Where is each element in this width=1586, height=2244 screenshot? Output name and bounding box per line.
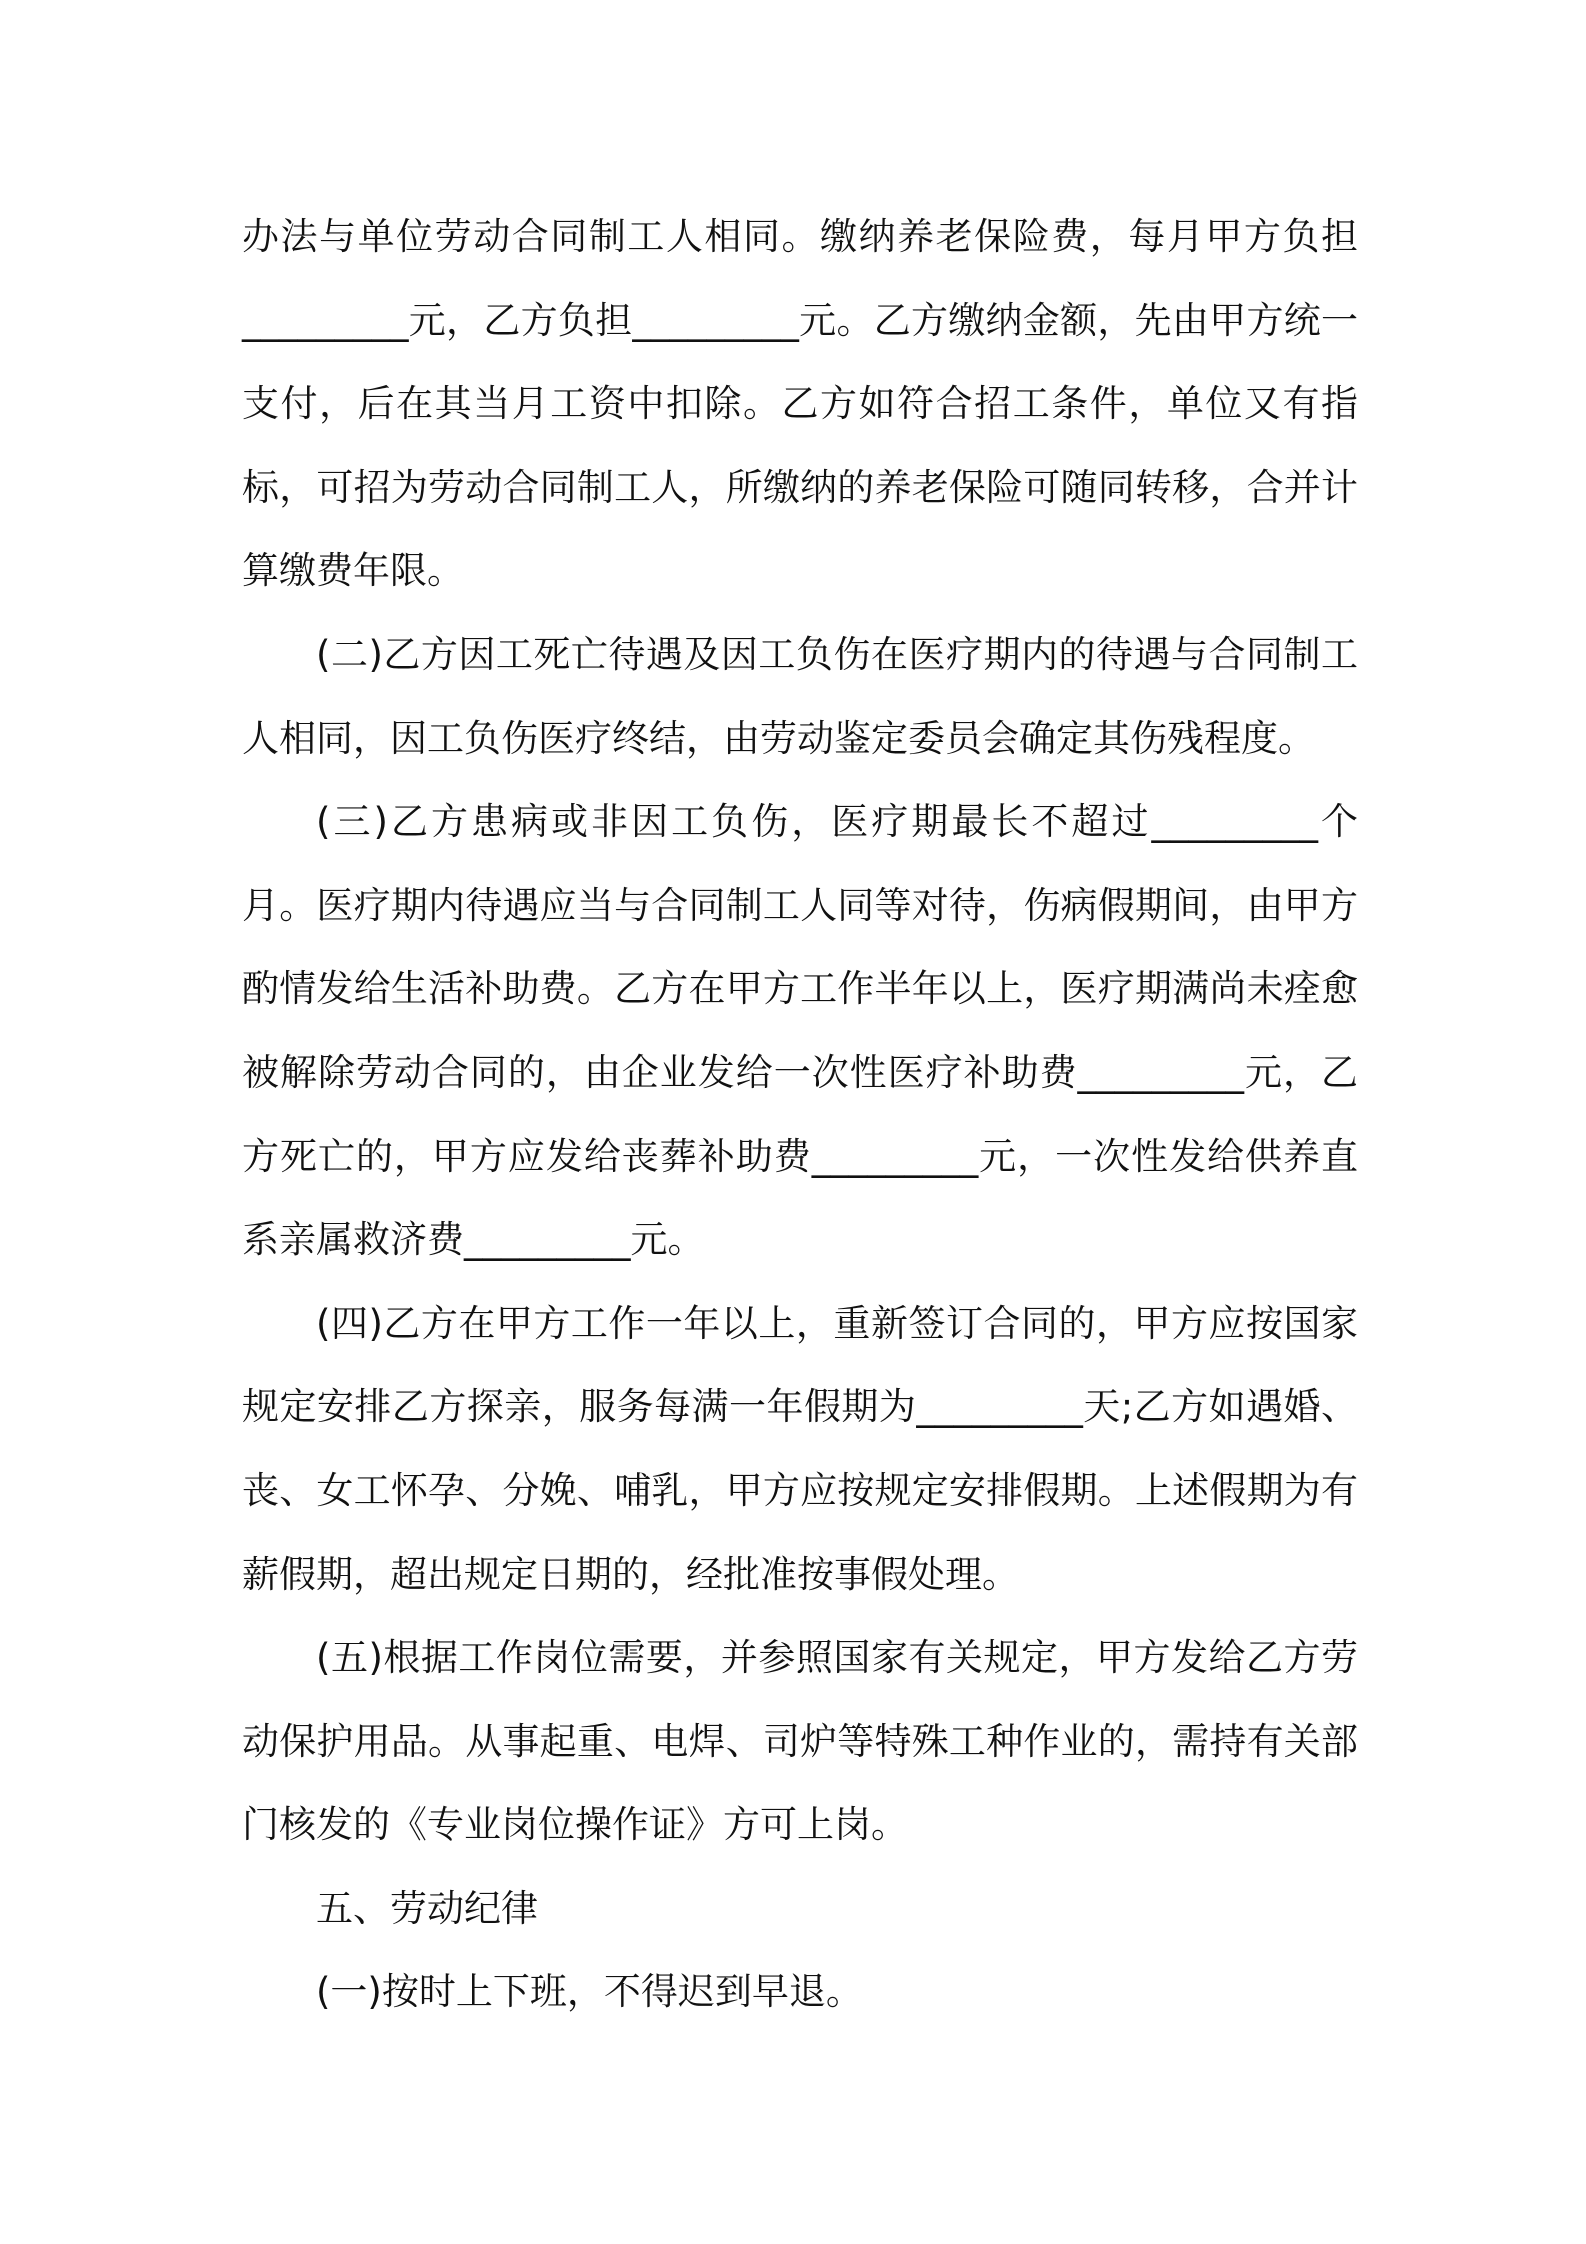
paragraph-pension-insurance: 办法与单位劳动合同制工人相同。缴纳养老保险费，每月甲方负担_________元，乙方负担_________元。乙方缴纳金额，先由甲方统一支付，后在其当月工资中扣除。乙方如符合招工条件，单位又有指标，可招为劳动合同制工人，所缴纳的养老保险可随同转移，合并计算缴费年限。 [242, 215, 1358, 593]
document-body [242, 195, 1358, 2034]
paragraph-punctuality: (一)按时上下班，不得迟到早退。 [316, 1970, 863, 2014]
paragraph-protective-equipment: (五)根据工作岗位需要，并参照国家有关规定，甲方发给乙方劳动保护用品。从事起重、电焊、司炉等特殊工种作业的，需持有关部门核发的《专业岗位操作证》方可上岗。 [242, 1636, 1358, 1847]
paragraph-sick-leave: (三)乙方患病或非因工负伤，医疗期最长不超过_________个月。医疗期内待遇应当与合同制工人同等对待，伤病假期间，由甲方酌情发给生活补助费。乙方在甲方工作半年以上，医疗期满尚未痊愈被解除劳动合同的，由企业发给一次性医疗补助费_________元，乙方死亡的，甲方应发给丧葬补助费_________元，一次性发给供养直系亲属救济费_________元。 [242, 800, 1358, 1262]
paragraph-home-leave: (四)乙方在甲方工作一年以上，重新签订合同的，甲方应按国家规定安排乙方探亲，服务每满一年假期为_________天;乙方如遇婚、丧、女工怀孕、分娩、哺乳，甲方应按规定安排假期。上述假期为有薪假期，超出规定日期的，经批准按事假处理。 [242, 1301, 1358, 1596]
paragraph-work-injury: (二)乙方因工死亡待遇及因工负伤在医疗期内的待遇与合同制工人相同，因工负伤医疗终结，由劳动鉴定委员会确定其伤残程度。 [242, 632, 1358, 760]
section-heading-labor-discipline: 五、劳动纪律 [316, 1886, 538, 1930]
